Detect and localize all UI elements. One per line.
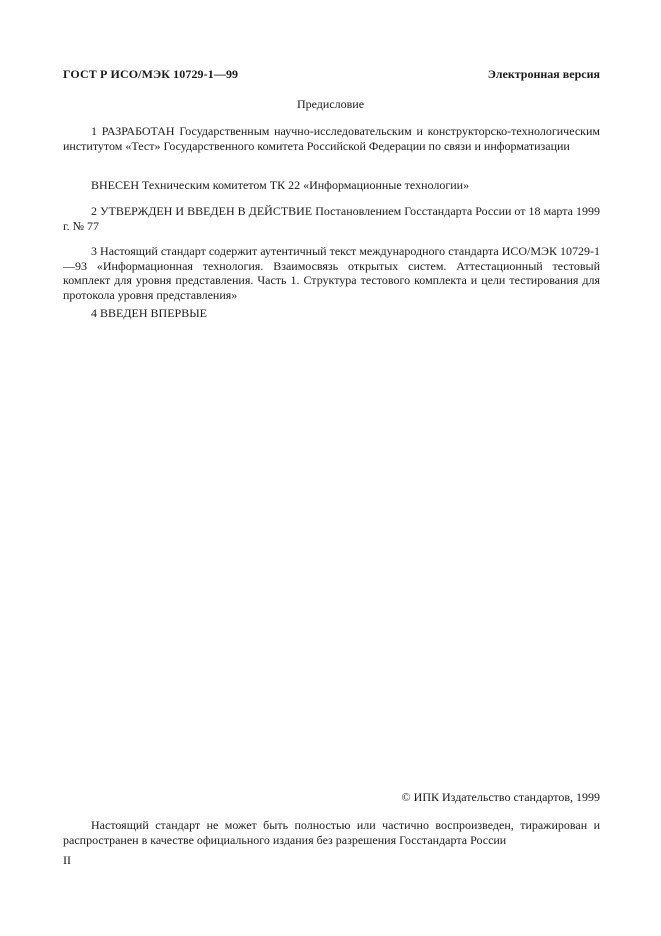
reproduction-notice: Настоящий стандарт не может быть полностью или частично воспроизведен, тиражирован и распространен в качестве официального издания без разрешения Госстандарта России	[63, 818, 600, 847]
document-code: ГОСТ Р ИСО/МЭК 10729-1—99	[63, 67, 239, 81]
preface-paragraph: 3 Настоящий стандарт содержит аутентичный текст международного стандарта ИСО/МЭК 10729-1—93 «Информационная технология. Взаимосвязь открытых систем. Аттестационный тестовый комплект для уровня представления. Часть 1. Структура тестового комплекта и цели тестирования для протокола уровня представления»	[63, 244, 600, 302]
preface-paragraph: 1 РАЗРАБОТАН Государственным научно-исследовательским и конструкторско-технологическим институтом «Тест» Государственного комитета Российской Федерации по связи и информатизации	[63, 124, 600, 153]
preface-paragraph: ВНЕСЕН Техническим комитетом ТК 22 «Информационные технологии»	[91, 178, 470, 192]
copyright-line: © ИПК Издательство стандартов, 1999	[401, 790, 600, 804]
preface-paragraph: 2 УТВЕРЖДЕН И ВВЕДЕН В ДЕЙСТВИЕ Постановлением Госстандарта России от 18 марта 1999 г. № 77	[63, 204, 600, 233]
page-number: II	[63, 853, 71, 867]
preface-paragraph: 4 ВВЕДЕН ВПЕРВЫЕ	[91, 306, 207, 320]
preface-title: Предисловие	[296, 97, 365, 111]
version-label: Электронная версия	[487, 67, 600, 81]
